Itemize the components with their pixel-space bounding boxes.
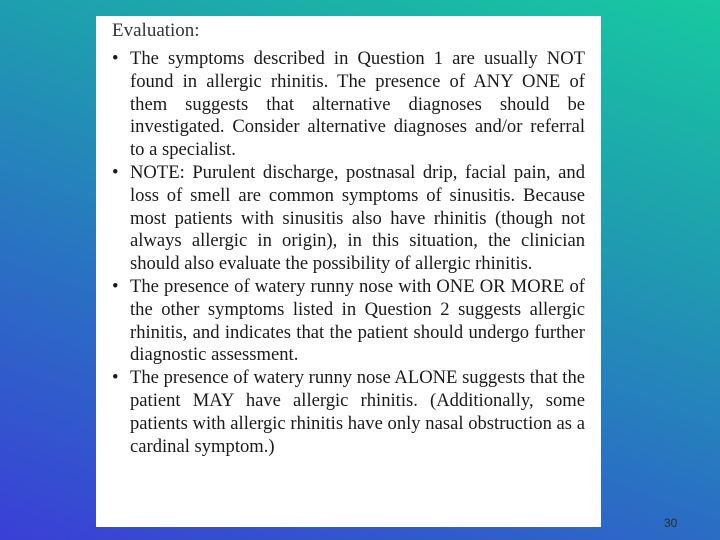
list-item-text: NOTE: Purulent discharge, postnasal drip, facial pain, and loss of smell are common symptoms of sinusitis. Because most patients with sinusitis also have rhinitis (though not always allergic in origin), in this situation, the clinician should also evaluate the possibility of allergic rhinitis. [130, 161, 585, 275]
list-item [110, 48, 585, 162]
bullet-icon: • [112, 275, 119, 297]
list-item-text: The presence of watery runny nose ALONE suggests that the patient MAY have allergic rhinitis. (Additionally, some patients with allergic rhinitis have only nasal obstruction as a cardinal symptom.) [130, 367, 585, 457]
evaluation-heading: Evaluation: [112, 20, 200, 41]
page-number: 30 [664, 516, 678, 530]
list-item-text: The symptoms described in Question 1 are usually NOT found in allergic rhinitis. The presence of ANY ONE of them suggests that alternative diagnoses should be investigated. Consider alternative diagnoses and/or referral to a specialist. [130, 48, 585, 161]
bullet-icon: • [112, 48, 119, 69]
evaluation-list [110, 48, 585, 458]
document-page [96, 16, 601, 527]
list-item [110, 162, 585, 276]
bullet-icon: • [112, 161, 119, 183]
list-item [110, 367, 585, 458]
list-item [110, 276, 585, 367]
bullet-icon: • [112, 367, 119, 389]
list-item-text: The presence of watery runny nose with ONE OR MORE of the other symptoms listed in Question 2 suggests allergic rhinitis, and indicates that the patient should undergo further diagnostic assessment. [130, 275, 585, 366]
